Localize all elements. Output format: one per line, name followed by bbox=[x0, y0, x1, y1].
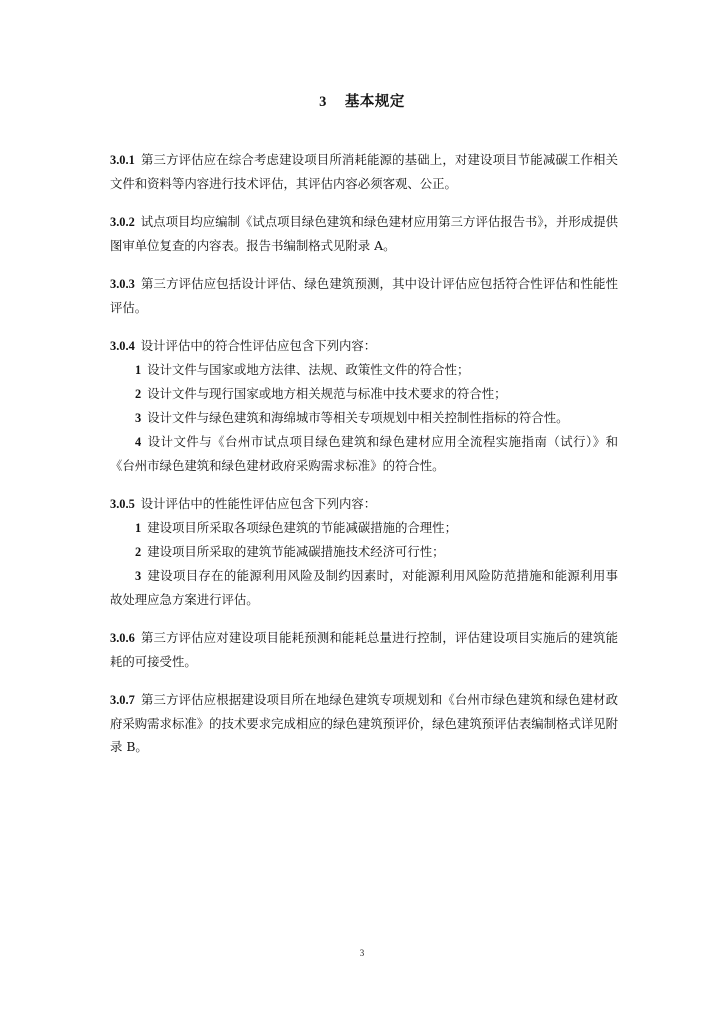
list-item bbox=[110, 516, 618, 540]
page-number: 3 bbox=[359, 948, 365, 958]
list-item-number: 2 bbox=[135, 545, 142, 559]
clause-number: 3.0.5 bbox=[110, 497, 135, 511]
list-item-text: 建设项目所采取的建筑节能减碳措施技术经济可行性； bbox=[147, 544, 445, 559]
clause-number: 3.0.7 bbox=[110, 693, 135, 707]
list-item bbox=[110, 358, 618, 382]
clause-3-0-2 bbox=[110, 210, 618, 257]
list-item-number: 2 bbox=[135, 387, 142, 401]
list-item bbox=[110, 382, 618, 406]
list-item-number: 1 bbox=[135, 363, 142, 377]
list-item bbox=[110, 406, 618, 430]
clause-3-0-4 bbox=[110, 334, 618, 477]
chapter-title bbox=[0, 90, 724, 111]
clause-text: 第三方评估应对建设项目能耗预测和能耗总量进行控制，评估建设项目实施后的建筑能耗的可接受性。 bbox=[110, 630, 618, 669]
clause-text: 第三方评估应包括设计评估、绿色建筑预测，其中设计评估应包括符合性评估和性能性评估。 bbox=[110, 276, 618, 315]
list-item-number: 3 bbox=[135, 411, 142, 425]
list-item-text: 设计文件与现行国家或地方相关规范与标准中技术要求的符合性； bbox=[147, 386, 507, 401]
list-item-number: 1 bbox=[135, 521, 142, 535]
list-item-text: 设计文件与国家或地方法律、法规、政策性文件的符合性； bbox=[147, 362, 470, 377]
document-body bbox=[110, 148, 618, 773]
clause-number: 3.0.2 bbox=[110, 215, 135, 229]
clause-3-0-1 bbox=[110, 148, 618, 195]
clause-number: 3.0.3 bbox=[110, 277, 135, 291]
clause-3-0-5 bbox=[110, 492, 618, 611]
list-item-text: 设计文件与绿色建筑和海绵城市等相关专项规划中相关控制性指标的符合性。 bbox=[147, 410, 569, 425]
list-item bbox=[110, 564, 618, 611]
list-item-number: 4 bbox=[135, 435, 142, 449]
clause-text: 试点项目均应编制《试点项目绿色建筑和绿色建材应用第三方评估报告书》，并形成提供图审单位复查的内容表。报告书编制格式见附录 A。 bbox=[110, 214, 618, 253]
clause-text: 第三方评估应根据建设项目所在地绿色建筑专项规划和《台州市绿色建筑和绿色建材政府采购需求标准》的技术要求完成相应的绿色建筑预评价，绿色建筑预评估表编制格式详见附录 B。 bbox=[110, 692, 619, 754]
list-item-text: 建设项目存在的能源利用风险及制约因素时，对能源利用风险防范措施和能源利用事故处理应急方案进行评估。 bbox=[110, 568, 618, 607]
clause-text: 第三方评估应在综合考虑建设项目所消耗能源的基础上，对建设项目节能减碳工作相关文件和资料等内容进行技术评估，其评估内容必须客观、公正。 bbox=[110, 152, 618, 191]
chapter-number: 3 bbox=[319, 94, 327, 110]
clause-3-0-7 bbox=[110, 688, 618, 758]
clause-3-0-6 bbox=[110, 626, 618, 673]
clause-number: 3.0.6 bbox=[110, 631, 135, 645]
clause-number: 3.0.1 bbox=[110, 153, 135, 167]
chapter-title-text: 基本规定 bbox=[344, 94, 405, 110]
clause-3-0-3 bbox=[110, 272, 618, 319]
clause-number: 3.0.4 bbox=[110, 339, 135, 353]
clause-text: 设计评估中的性能性评估应包含下列内容： bbox=[140, 496, 377, 511]
list-item-text: 设计文件与《台州市试点项目绿色建筑和绿色建材应用全流程实施指南（试行）》和《台州市绿色建筑和绿色建材政府采购需求标准》的符合性。 bbox=[110, 434, 618, 473]
clause-lead bbox=[110, 492, 618, 516]
clause-text: 设计评估中的符合性评估应包含下列内容： bbox=[140, 338, 377, 353]
list-item-number: 3 bbox=[135, 569, 142, 583]
list-item bbox=[110, 540, 618, 564]
list-item bbox=[110, 430, 618, 477]
list-item-text: 建设项目所采取各项绿色建筑的节能减碳措施的合理性； bbox=[147, 520, 457, 535]
clause-lead bbox=[110, 334, 618, 358]
